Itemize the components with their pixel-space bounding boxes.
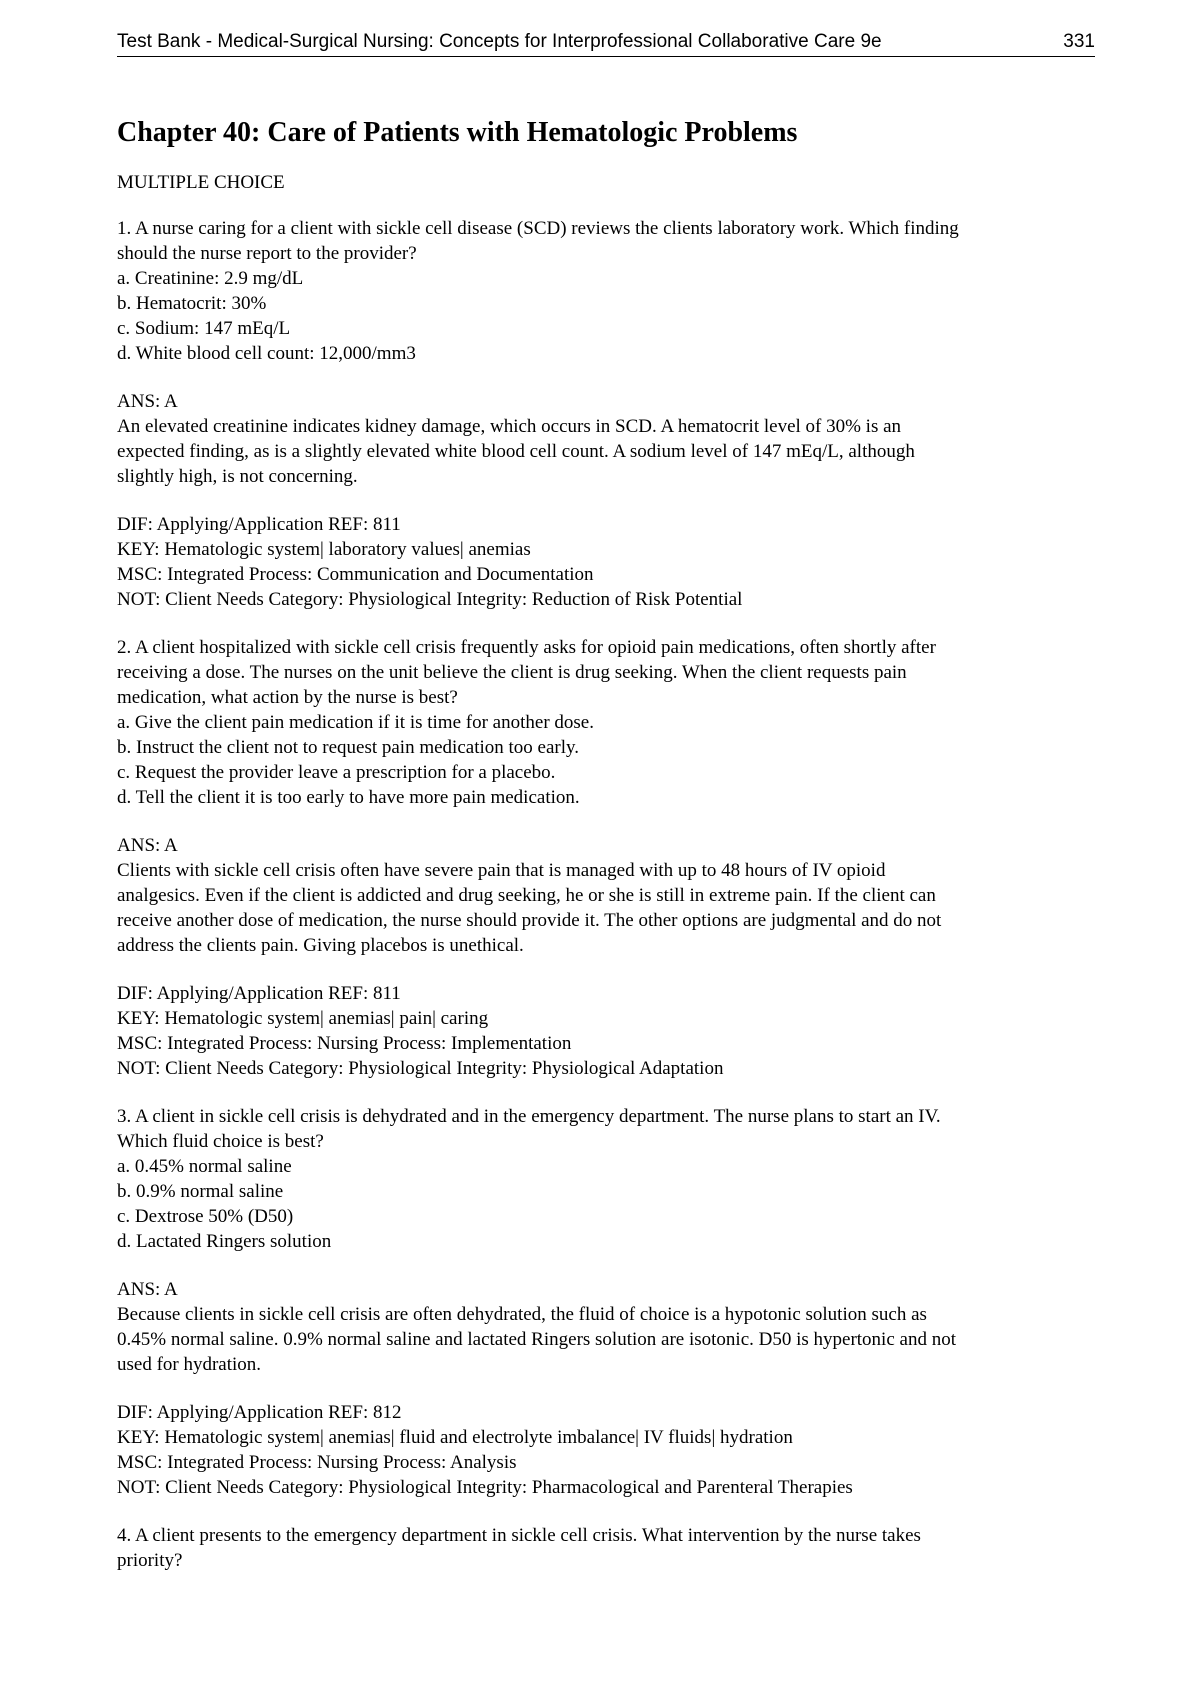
rationale-line: Clients with sickle cell crisis often have severe pain that is managed with up to 48 hours of IV opioid (117, 860, 886, 881)
meta-client-needs: NOT: Client Needs Category: Physiological Integrity: Pharmacological and Parenteral Therapies (117, 1477, 853, 1498)
meta-client-needs: NOT: Client Needs Category: Physiological Integrity: Physiological Adaptation (117, 1058, 724, 1079)
rationale-line: 0.45% normal saline. 0.9% normal saline and lactated Ringers solution are isotonic. D50 is hypertonic and not (117, 1329, 956, 1350)
section-heading: MULTIPLE CHOICE (117, 172, 285, 193)
answer-block (117, 389, 1095, 489)
answer-option: a. Creatinine: 2.9 mg/dL (117, 268, 304, 289)
rationale-line: An elevated creatinine indicates kidney damage, which occurs in SCD. A hematocrit level of 30% is an (117, 416, 902, 437)
question-1 (117, 216, 1095, 612)
answer-option: b. Hematocrit: 30% (117, 293, 267, 314)
answer-option: d. Tell the client it is too early to have more pain medication. (117, 787, 580, 808)
meta-process: MSC: Integrated Process: Nursing Process: Analysis (117, 1452, 517, 1473)
question-stem-line: 1. A nurse caring for a client with sickle cell disease (SCD) reviews the clients laboratory work. Which finding (117, 218, 959, 239)
meta-difficulty: DIF: Applying/Application REF: 811 (117, 514, 401, 535)
answer-option: c. Sodium: 147 mEq/L (117, 318, 291, 339)
answer-option: d. White blood cell count: 12,000/mm3 (117, 343, 416, 364)
answer-key: ANS: A (117, 1279, 178, 1300)
question-block (117, 216, 1095, 366)
meta-block (117, 1400, 1095, 1500)
question-stem-line: receiving a dose. The nurses on the unit believe the client is drug seeking. When the client requests pain (117, 662, 907, 683)
rationale-line: Because clients in sickle cell crisis are often dehydrated, the fluid of choice is a hypotonic solution such as (117, 1304, 927, 1325)
question-2 (117, 635, 1095, 1081)
page-number: 331 (1063, 31, 1095, 52)
question-stem-line: medication, what action by the nurse is best? (117, 687, 458, 708)
rationale-line: expected finding, as is a slightly elevated white blood cell count. A sodium level of 147 mEq/L, although (117, 441, 915, 462)
question-stem-line: should the nurse report to the provider? (117, 243, 417, 264)
header-title: Test Bank - Medical-Surgical Nursing: Concepts for Interprofessional Collaborative Care 9e (117, 31, 882, 52)
rationale-line: analgesics. Even if the client is addicted and drug seeking, he or she is still in extreme pain. If the client can (117, 885, 936, 906)
question-stem-line: 3. A client in sickle cell crisis is dehydrated and in the emergency department. The nurse plans to start an IV. (117, 1106, 941, 1127)
answer-option: a. 0.45% normal saline (117, 1156, 292, 1177)
answer-key: ANS: A (117, 835, 178, 856)
question-block (117, 1104, 1095, 1254)
meta-keywords: KEY: Hematologic system| anemias| fluid and electrolyte imbalance| IV fluids| hydration (117, 1427, 793, 1448)
answer-option: c. Request the provider leave a prescription for a placebo. (117, 762, 556, 783)
question-stem-line: Which fluid choice is best? (117, 1131, 324, 1152)
meta-keywords: KEY: Hematologic system| laboratory values| anemias (117, 539, 531, 560)
answer-option: b. 0.9% normal saline (117, 1181, 284, 1202)
meta-difficulty: DIF: Applying/Application REF: 812 (117, 1402, 402, 1423)
answer-option: b. Instruct the client not to request pain medication too early. (117, 737, 580, 758)
rationale-line: used for hydration. (117, 1354, 262, 1375)
running-header (117, 30, 1095, 57)
question-3 (117, 1104, 1095, 1500)
question-stem-line: 2. A client hospitalized with sickle cell crisis frequently asks for opioid pain medications, often shortly after (117, 637, 936, 658)
meta-block (117, 512, 1095, 612)
document-page (117, 30, 1095, 1571)
meta-difficulty: DIF: Applying/Application REF: 811 (117, 983, 401, 1004)
answer-block (117, 833, 1095, 958)
chapter-title: Chapter 40: Care of Patients with Hematologic Problems (117, 117, 798, 148)
meta-keywords: KEY: Hematologic system| anemias| pain| caring (117, 1008, 489, 1029)
question-4 (117, 1523, 1095, 1573)
meta-block (117, 981, 1095, 1081)
answer-option: a. Give the client pain medication if it is time for another dose. (117, 712, 594, 733)
rationale-line: address the clients pain. Giving placebos is unethical. (117, 935, 524, 956)
meta-client-needs: NOT: Client Needs Category: Physiological Integrity: Reduction of Risk Potential (117, 589, 743, 610)
question-stem-line: priority? (117, 1550, 183, 1571)
answer-block (117, 1277, 1095, 1377)
answer-option: c. Dextrose 50% (D50) (117, 1206, 294, 1227)
question-block (117, 635, 1095, 810)
question-stem-line: 4. A client presents to the emergency department in sickle cell crisis. What intervention by the nurse takes (117, 1525, 921, 1546)
answer-option: d. Lactated Ringers solution (117, 1231, 332, 1252)
question-block (117, 1523, 1095, 1573)
meta-process: MSC: Integrated Process: Communication and Documentation (117, 564, 594, 585)
rationale-line: slightly high, is not concerning. (117, 466, 358, 487)
meta-process: MSC: Integrated Process: Nursing Process: Implementation (117, 1033, 572, 1054)
content (117, 170, 1095, 1596)
rationale-line: receive another dose of medication, the nurse should provide it. The other options are judgmental and do not (117, 910, 942, 931)
answer-key: ANS: A (117, 391, 178, 412)
